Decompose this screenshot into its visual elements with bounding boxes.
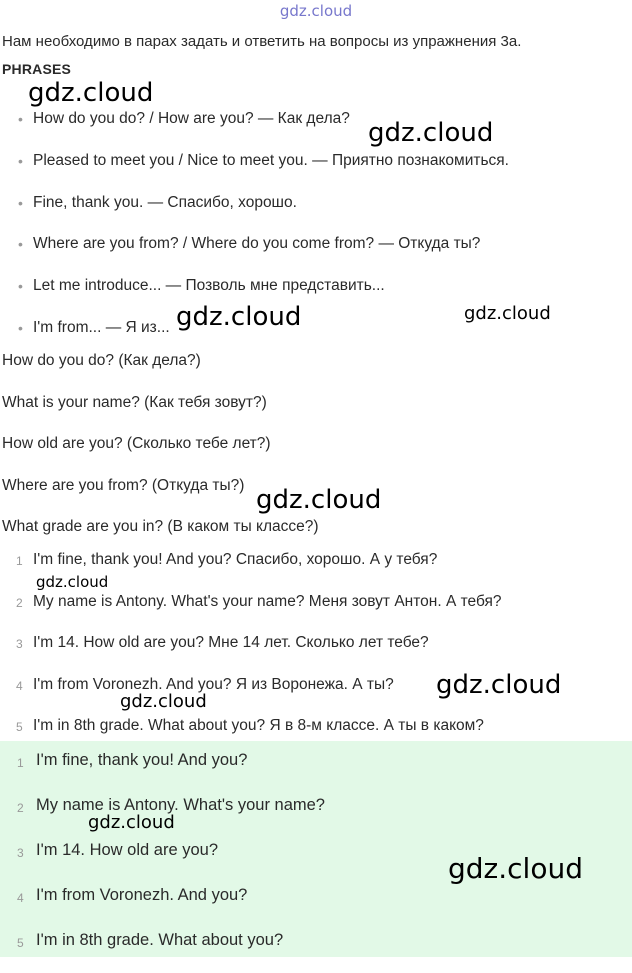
watermark: gdz.cloud xyxy=(176,302,302,332)
answer-item xyxy=(0,632,632,674)
bullet-icon: • xyxy=(18,236,23,253)
phrase-item xyxy=(0,108,632,150)
answer-number: 1 xyxy=(16,554,23,568)
watermark: gdz.cloud xyxy=(88,812,175,833)
watermark: gdz.cloud xyxy=(120,691,207,712)
answer-text: My name is Antony. What's your name? xyxy=(36,796,325,814)
phrase-item xyxy=(0,233,632,275)
answer-number: 4 xyxy=(16,678,23,693)
watermark: gdz.cloud xyxy=(368,118,494,148)
answer-number: 2 xyxy=(16,595,23,610)
top-watermark: gdz.cloud xyxy=(279,2,353,20)
phrase-text: How do you do? / How are you? — Как дела? xyxy=(33,110,350,127)
answer-text: I'm 14. How old are you? xyxy=(36,841,218,859)
bullet-icon: • xyxy=(18,152,23,169)
answer-number: 3 xyxy=(17,846,24,860)
watermark: gdz.cloud xyxy=(436,670,562,700)
answer-text: I'm in 8th grade. What about you? Я в 8-м классе. А ты в каком? xyxy=(33,717,484,734)
answer-highlight-block xyxy=(0,741,632,957)
answer-number: 4 xyxy=(17,891,24,905)
phrase-text: I'm from... — Я из... xyxy=(33,318,170,336)
questions-list xyxy=(2,350,319,558)
answer-text: My name is Antony. What's your name? Меня зовут Антон. А тебя? xyxy=(33,592,502,610)
bullet-icon: • xyxy=(18,111,23,127)
final-answer-item xyxy=(0,748,632,793)
watermark: gdz.cloud xyxy=(28,78,154,108)
question-item: How old are you? (Сколько тебе лет?) xyxy=(2,435,271,453)
answer-number: 1 xyxy=(17,756,24,770)
phrases-heading: PHRASES xyxy=(2,61,72,77)
watermark: gdz.cloud xyxy=(36,573,109,591)
phrase-text: Fine, thank you. — Спасибо, хорошо. xyxy=(33,193,297,211)
phrase-item xyxy=(0,192,632,234)
answer-number: 5 xyxy=(16,720,23,734)
answer-text: I'm 14. How old are you? Мне 14 лет. Сколько лет тебе? xyxy=(33,634,429,651)
question-item: What is your name? (Как тебя зовут?) xyxy=(2,393,267,411)
answer-text: I'm in 8th grade. What about you? xyxy=(36,931,284,949)
final-answer-item xyxy=(0,883,632,928)
phrase-text: Pleased to meet you / Nice to meet you. — Приятно познакомиться. xyxy=(33,151,509,169)
watermark: gdz.cloud xyxy=(464,303,551,324)
phrase-text: Where are you from? / Where do you come from? — Откуда ты? xyxy=(33,235,481,253)
question-item: What grade are you in? (В каком ты классе?) xyxy=(2,518,319,536)
watermark: gdz.cloud xyxy=(256,485,382,515)
answer-number: 5 xyxy=(17,936,24,950)
phrase-text: Let me introduce... — Позволь мне представить... xyxy=(33,277,385,295)
answer-number: 2 xyxy=(17,801,24,815)
answer-item xyxy=(0,591,632,633)
answer-text: I'm fine, thank you! And you? Спасибо, хорошо. А у тебя? xyxy=(33,551,438,568)
bullet-icon: • xyxy=(18,319,23,336)
watermark: gdz.cloud xyxy=(448,852,583,885)
answer-number: 3 xyxy=(16,637,23,651)
answer-text: I'm fine, thank you! And you? xyxy=(36,751,248,769)
final-answer-item xyxy=(0,928,632,973)
question-item: Where are you from? (Откуда ты?) xyxy=(2,476,245,494)
answer-text: I'm from Voronezh. And you? Я из Воронежа. А ты? xyxy=(33,675,394,693)
intro-text: Нам необходимо в парах задать и ответить на вопросы из упражнения 3а. xyxy=(2,33,522,50)
answer-text: I'm from Voronezh. And you? xyxy=(36,886,248,904)
phrase-item xyxy=(0,150,632,192)
bullet-icon: • xyxy=(18,278,23,295)
bullet-icon: • xyxy=(18,194,23,211)
question-item: How do you do? (Как дела?) xyxy=(2,352,201,369)
